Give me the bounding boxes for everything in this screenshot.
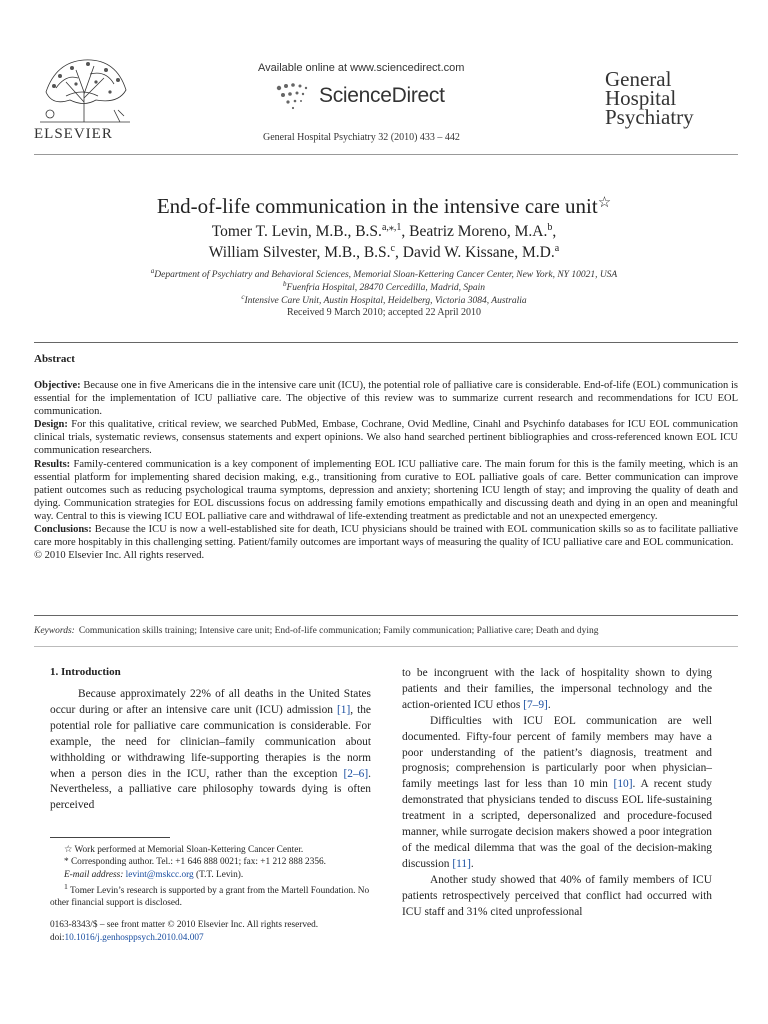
affiliation-c-text: Intensive Care Unit, Austin Hospital, Heidelberg, Victoria 3084, Australia [244,296,527,307]
right-p2-text-a: Difficulties with ICU EOL communication are well documented. Fifty-four percent of family members may have a poor understanding of the patient’s diagnosis, treatment and prognosis; comprehension is particularly poor when physician–family meetings last for less than 10 min [402,714,712,791]
footnote-1-mark: 1 [64,881,68,891]
objective-label: Objective: [34,380,81,391]
keywords [34,626,738,636]
footnote-corresponding [50,856,371,868]
footnotes [50,844,371,910]
authors-line-1 [0,222,768,241]
authors-line-1-end: , [552,223,557,241]
journal-title-line-1: General [605,67,672,91]
right-column [402,666,712,921]
design-label: Design: [34,419,68,431]
journal-title [605,67,694,129]
email-label: E-mail address: [64,869,124,880]
affiliation-c [0,293,768,306]
affiliation-a-mark: a [150,267,155,275]
right-p2-text-c: . [470,857,474,870]
doi-link[interactable]: 10.1016/j.genhosppsych.2010.04.007 [64,933,204,943]
email-link[interactable]: levint@mskcc.org [125,869,194,880]
abstract-top-rule [34,342,738,343]
intro-p1-text-c: . Nevertheless, a palliative care philosophy towards dying is often perceived [50,767,371,812]
affiliation-a-text: Department of Psychiatry and Behavioral Sciences, Memorial Sloan-Kettering Cancer Center, New York, NY 10021, USA [154,270,618,281]
abstract-bottom-rule [34,615,738,616]
available-online-text: Available online at www.sciencedirect.com [258,62,465,74]
ref-link-1[interactable]: [1] [336,703,351,716]
footnote-star-text: Work performed at Memorial Sloan-Kettering Cancer Center. [74,845,304,855]
ref-link-2-6[interactable]: [2–6] [343,767,369,780]
footnote-funding-text: Tomer Levin’s research is supported by a grant from the Martell Foundation. No other financial support is disclosed. [50,885,370,909]
affiliation-b-text: Fuenfria Hospital, 28470 Cercedilla, Madrid, Spain [286,283,486,294]
authors-line-2 [0,243,768,262]
publisher-name: ELSEVIER [34,126,113,142]
affiliation-b [0,280,768,293]
sciencedirect-dots-icon [275,82,315,112]
abstract-copyright: © 2010 Elsevier Inc. All rights reserved. [34,550,205,562]
ref-link-10[interactable]: [10] [613,778,633,791]
header-divider [34,154,738,155]
footnote-star [50,844,371,856]
introduction-heading: 1. Introduction [50,666,121,678]
footnote-funding [50,881,371,910]
keywords-rule [34,646,738,647]
article-title-text: End-of-life communication in the intensive care unit [156,194,598,218]
right-paragraph-1 [402,666,712,714]
ref-link-11[interactable]: [11] [452,857,471,870]
author-moreno-affil[interactable]: b [547,222,553,233]
right-paragraph-2 [402,714,712,873]
doi-line [50,932,380,945]
intro-p1-text-b: , the potential role for palliative care communication is considerable. For example, the need for clinician–family communication about withholding or withdrawing life-supporting therapies is the norm when a person dies in the ICU, rather than the exception [50,703,371,780]
abstract-results [34,458,738,523]
conclusions-label: Conclusions: [34,524,92,536]
footnote-email [50,869,371,881]
design-text: For this qualitative, critical review, we searched PubMed, Embase, Cochrane, Ovid Medline, Cinahl and Psychinfo databases for ICU EOL communication clinical trials, systematic reviews, consensus statements and expert opinions. We also hand searched pertinent bibliographies and cross-referenced known EOL ICU communication researchers. [34,419,738,457]
conclusions-text: Because the ICU is now a well-established site for death, ICU physicians should be trained with EOL communication skills so as to facilitate palliative care more hospitably in this challenging setting. Patient/family outcomes are important ways of measuring the quality of ICU palliative care and EOL communication. [34,524,738,549]
keywords-label: Keywords: [34,626,75,636]
author-levin-affil[interactable]: a,⁎,1 [381,222,402,233]
affiliation-a [0,267,768,280]
footnote-star-mark: ☆ [64,845,73,855]
journal-title-line-3: Psychiatry [605,105,694,129]
abstract-heading: Abstract [34,353,75,365]
footnote-asterisk-mark: * [64,857,69,868]
journal-title-line-2: Hospital [605,86,677,110]
journal-citation: General Hospital Psychiatry 32 (2010) 433 – 442 [263,132,460,143]
right-p1-text-a: to be incongruent with the lack of hospitality shown to dying patients and their families, the impersonal technology and the action-oriented ICU ethos [402,667,712,711]
title-footnote-star-icon[interactable]: ☆ [597,195,612,211]
front-matter [50,919,380,945]
intro-p1-text-a: Because approximately 22% of all deaths in the United States occur during or after an intensive care unit (ICU) admission [50,688,371,716]
sciencedirect-logo-text: ScienceDirect [319,84,445,107]
ref-link-7-9[interactable]: [7–9] [523,698,548,711]
footnote-corresponding-text: Corresponding author. Tel.: +1 646 888 0021; fax: +1 212 888 2356. [70,857,326,868]
author-kissane: , David W. Kissane, M.D. [395,244,555,262]
abstract-body [34,379,738,562]
right-p1-text-b: . [547,698,551,711]
issn-line: 0163-8343/$ – see front matter © 2010 Elsevier Inc. All rights reserved. [50,920,319,930]
objective-text: Because one in five Americans die in the intensive care unit (ICU), the potential role of palliative care is considerable. End-of-life (EOL) communication is essential for the implementation of ICU palliative care. The objective of this review was to summarize current research and recommendations for ICU EOL communication. [34,380,738,418]
results-text: Family-centered communication is a key component of implementing EOL ICU palliative care. The main forum for this is the family meeting, which is an essential platform for implementing shared decision making, e.g., transitioning from curative to EOL palliative goals of care. Better communication can improve patient outcomes such as reducing psychological trauma symptoms, depression and anxiety; shortening ICU length of stay; and improving the quality of death and dying. Communication strategies for EOL discussions focus on addressing family emotions empathically and discussing death and dying in an open and meaningful way. Central to this is viewing ICU EOL palliative care and withdrawal of life-extending treatment as predictable and not an unexpected emergency. [34,458,738,522]
doi-label: doi: [50,933,65,943]
intro-paragraph-1 [50,687,371,814]
abstract-conclusions [34,523,738,549]
affiliation-b-mark: b [282,280,287,288]
article-title [0,193,768,219]
left-column [50,687,371,814]
abstract-objective [34,379,738,418]
email-owner: (T.T. Levin). [196,869,244,880]
author-silvester: William Silvester, M.B., B.S. [208,244,391,262]
keywords-text: Communication skills training; Intensive care unit; End-of-life communication; Family communication; Palliative care; Death and dying [78,626,599,636]
right-paragraph-3: Another study showed that 40% of family members of ICU patients retrospectively perceived that conflict had occurred with ICU staff and 31% cited unprofessional [402,873,712,918]
received-dates: Received 9 March 2010; accepted 22 April 2010 [286,307,482,318]
author-silvester-affil[interactable]: c [390,243,395,254]
right-p2-text-b: . A recent study demonstrated that physicians tended to discuss EOL life-sustaining treatment in a scripted, depersonalized and procedure-focused manner, while surrogate decision makers showed a poor integration of the medical dilemma that was the goal of the decision-making discussion [402,778,712,870]
author-moreno: , Beatriz Moreno, M.A. [401,223,548,241]
footnote-rule [50,837,170,838]
abstract-design [34,418,738,457]
affiliation-c-mark: c [241,293,245,301]
author-levin: Tomer T. Levin, M.B., B.S. [211,223,382,241]
author-kissane-affil[interactable]: a [554,243,560,254]
results-label: Results: [34,458,71,470]
